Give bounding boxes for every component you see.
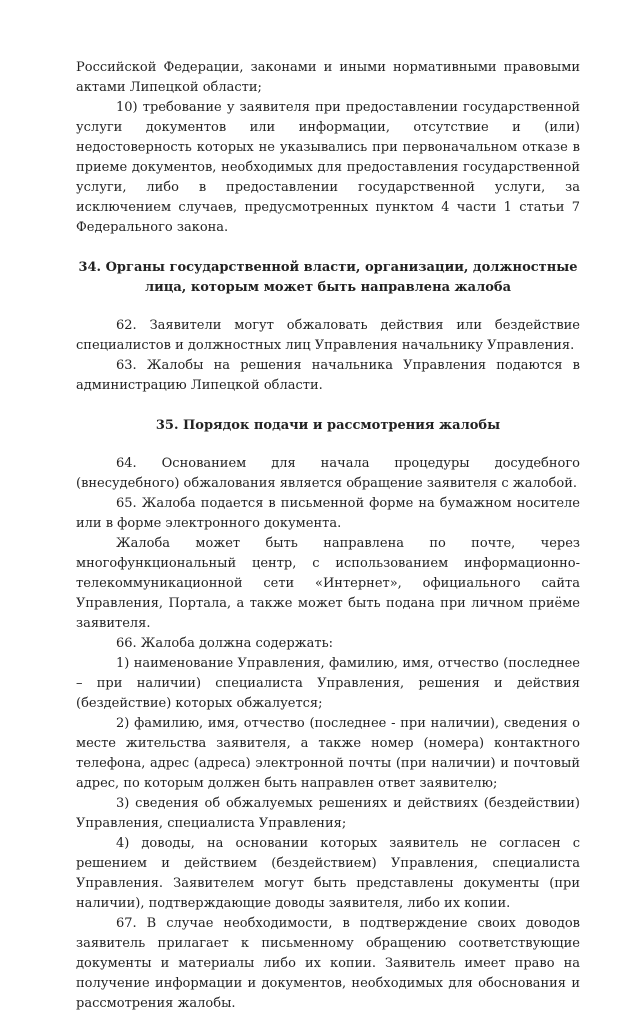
paragraph-continuation: Российской Федерации, законами и иными нормативными правовыми актами Липецкой области; — [76, 60, 580, 95]
section-34-heading: 34. Органы государственной власти, организации, должностные лица, которым может быть направлена жалоба — [78, 260, 578, 295]
paragraph-65-delivery: Жалоба может быть направлена по почте, через многофункциональный центр, с использованием информационно-телекоммуникационной сети «Интернет», официального сайта Управления, Портала, а также может быть подана при личном приёме заявителя. — [76, 536, 580, 631]
paragraph-item-10: 10) требование у заявителя при предоставлении государственной услуги документов или информации, отсутствие и (или) недостоверность которых не указывались при первоначальном отказе в приеме документов, необходимых для предоставления государственной услуги, либо в предоставлении государственной услуги, за исключением случаев, предусмотренных пунктом 4 части 1 статьи 7 Федерального закона. — [76, 100, 580, 235]
paragraph-66-item-4: 4) доводы, на основании которых заявитель не согласен с решением и действием (бездействием) Управления, специалиста Управления. Заявителем могут быть представлены документы (при наличии), подтверждающие доводы заявителя, либо их копии. — [76, 836, 580, 911]
paragraph-66-item-3: 3) сведения об обжалуемых решениях и действиях (бездействии) Управления, специалиста Управления; — [76, 796, 580, 831]
paragraph-66-item-2: 2) фамилию, имя, отчество (последнее - при наличии), сведения о месте жительства заявителя, а также номер (номера) контактного телефона, адрес (адреса) электронной почты (при наличии) и почтовый адрес, по которым должен быть направлен ответ заявителю; — [76, 716, 580, 791]
paragraph-65: 65. Жалоба подается в письменной форме на бумажном носителе или в форме электронного документа. — [76, 496, 580, 531]
paragraph-63: 63. Жалобы на решения начальника Управления подаются в администрацию Липецкой области. — [76, 358, 580, 393]
paragraph-64: 64. Основанием для начала процедуры досудебного (внесудебного) обжалования является обращение заявителя с жалобой. — [76, 456, 580, 491]
paragraph-66-item-1: 1) наименование Управления, фамилию, имя, отчество (последнее – при наличии) специалиста Управления, решения и действия (бездействие) которых обжалуется; — [76, 656, 580, 711]
section-35-heading: 35. Порядок подачи и рассмотрения жалобы — [155, 418, 501, 433]
paragraph-66: 66. Жалоба должна содержать: — [116, 636, 334, 651]
paragraph-67: 67. В случае необходимости, в подтверждение своих доводов заявитель прилагает к письменному обращению соответствующие документы и материалы либо их копии. Заявитель имеет право на получение информации и документов, необходимых для обоснования и рассмотрения жалобы. — [76, 916, 580, 1011]
paragraph-62: 62. Заявители могут обжаловать действия или бездействие специалистов и должностных лиц Управления начальнику Управления. — [76, 318, 580, 353]
